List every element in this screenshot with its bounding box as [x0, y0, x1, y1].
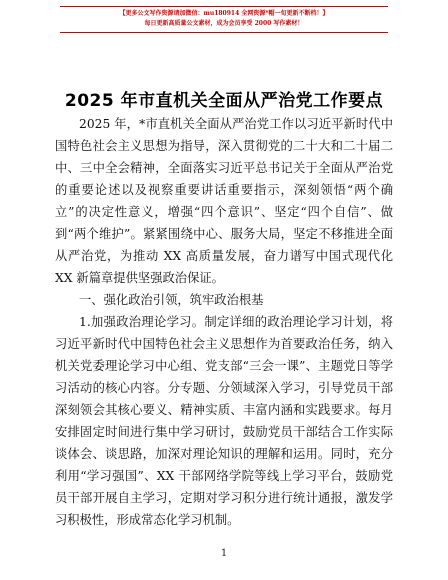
banner-line-1: 【更多公文写作资源请加微信：mu180914 全网资源*帽一旬更新不断档！】	[119, 10, 329, 17]
intro-paragraph: 2025 年，*市直机关全面从严治党工作以习近平新时代中国特色社会主义思想为指导，深入贯彻党的二十大和二十届二中、三中全会精神，全面落实习近平总书记关于全面从严治党的重要论述以及视察重要讲话重要指示，深刻领悟“两个确立”的决定性意义，增强“四个意识”、坚定“四个自信”、做到“两个维护”。紧紧围绕中心、服务大局，坚定不移推进全面从严治党，为推动 XX 高质量发展，奋力谱写中国式现代化 XX 新篇章提供坚强政治保证。	[55, 117, 393, 285]
item-body: 制定详细的政治理论学习计划，将习近平新时代中国特色社会主义思想作为首要政治任务，纳入机关党委理论学习中心组、党支部“三会一课”、主题党日等学习活动的核心内容。分专题、分领域深入学习，引导党员干部深刻领会其核心要义、精神实质、丰富内涵和实践要求。每月安排固定时间进行集中学习研讨，鼓励党员干部结合工作实际谈体会、谈思路，加深对理论知识的理解和运用。同时，充分利用“学习强国”、XX 干部网络学院等线上学习平台，鼓励党员干部开展自主学习，定期对学习积分进行统计通报，激发学习积极性，形成常态化学习机制。	[55, 315, 393, 527]
section-heading: 一、强化政治引领，筑牢政治根基	[79, 293, 264, 307]
banner-line-2: 每日更新高质量公文素材，成为会员享受 2000 写作素材！	[144, 20, 304, 27]
page-number: 1	[220, 548, 228, 559]
promo-banner	[60, 6, 388, 33]
item-heading: 1.加强政治理论学习。	[79, 315, 205, 329]
document-body	[55, 113, 393, 531]
document-title: 2025 年市直机关全面从严治党工作要点	[64, 91, 384, 111]
item-paragraph	[55, 311, 393, 531]
